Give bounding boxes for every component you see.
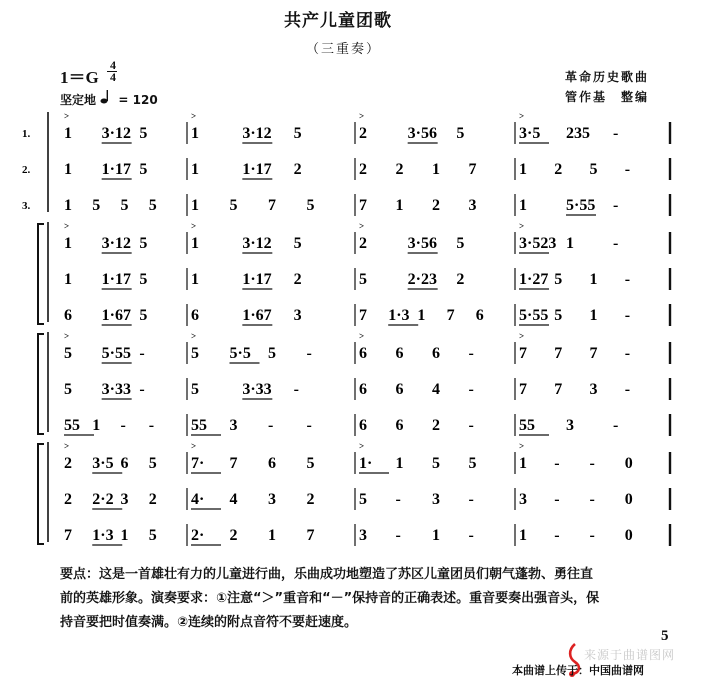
note: 5 [139,307,148,324]
note: - [624,345,631,362]
note: 2 [395,161,404,178]
note: 3·56 [407,125,438,142]
note: 1 [432,527,440,544]
watermark-text: 来源于曲谱图网 [584,648,676,662]
note: 1 [92,417,101,434]
note: 3·523 [519,235,557,252]
note: 2 [64,491,72,508]
system-bracket [38,224,44,324]
note: 7 [519,345,527,362]
accent-mark: > [519,331,525,341]
note: 2 [293,161,302,178]
note: 6 [359,345,367,362]
note: 3 [359,527,367,544]
page-title: 共产儿童团歌 [284,11,392,31]
note: 1 [64,197,72,214]
note: 1 [120,527,129,544]
note: 55 [191,417,207,434]
accent-mark: > [191,441,197,451]
note: - [468,491,474,508]
note: 2 [64,455,72,472]
note: 5 [92,197,101,214]
note: 3·5 [519,125,541,142]
note: 1 [64,161,72,178]
note: - [468,381,474,398]
page-number: 5 [661,628,669,644]
note: 3 [268,491,276,508]
note: 6 [359,417,367,434]
note: 1 [589,307,598,324]
note: 5 [456,125,465,142]
accent-mark: > [191,221,197,231]
accent-mark: > [359,331,365,341]
note: 0 [624,455,633,472]
note: 5 [293,125,302,142]
note: 3·12 [101,125,132,142]
note: 5 [268,345,276,362]
note: 7 [589,345,598,362]
note: 3 [432,491,440,508]
note: 1·3 [92,527,114,544]
note: - [554,491,560,508]
note: 5 [148,197,157,214]
note: 5 [359,271,367,288]
note: - [468,417,474,434]
accent-mark: > [64,221,70,231]
note: 3 [589,381,598,398]
note: 1 [395,455,404,472]
accent-mark: > [191,111,197,121]
page-subtitle: （三重奏） [306,42,382,57]
note: 1 [395,197,404,214]
note: 6 [120,455,129,472]
note: 7 [64,527,72,544]
accent-mark: > [519,221,525,231]
note: 1 [191,197,199,214]
note: 1·17 [101,271,132,288]
note: - [395,491,401,508]
note: 2 [148,491,157,508]
note: 2·2 [92,491,114,508]
note: 3 [566,417,574,434]
note: 6 [475,307,484,324]
note: - [139,345,145,362]
note: 7 [359,197,367,214]
note: 7 [519,381,527,398]
note: - [624,307,631,324]
note: 6 [432,345,440,362]
note: - [268,417,274,434]
accent-mark: > [519,441,525,451]
note: 7 [554,381,563,398]
note: - [468,527,474,544]
note: 5 [139,235,148,252]
note: - [120,417,126,434]
note: - [624,381,631,398]
note: 1 [191,235,199,252]
performance-notes [60,563,599,635]
note: 1 [519,455,527,472]
note: 5 [456,235,465,252]
note: 5 [139,125,148,142]
note: 6 [268,455,276,472]
note: 5 [589,161,598,178]
note: - [306,345,312,362]
note: 5·5 [229,345,251,362]
note: 3·12 [101,235,132,252]
genre-label: 革命历史歌曲 [565,70,650,84]
note: 3·5 [92,455,114,472]
note: 1 [64,235,72,252]
note: 1 [519,197,527,214]
arranger-credit: 管作基 整编 [565,90,650,104]
accent-mark: > [359,111,365,121]
note: 5 [148,455,157,472]
note: 5 [432,455,440,472]
note: - [624,161,631,178]
system-bracket [38,444,44,544]
note: 5·55 [519,307,549,324]
note: - [589,455,595,472]
note: 5 [359,491,367,508]
part-label: 3. [22,200,31,212]
note: 5 [139,161,148,178]
key-signature: 1＝G [60,68,99,87]
note: 2·23 [407,271,438,288]
note: 5·55 [101,345,132,362]
note: 2 [306,491,315,508]
note: 5·55 [566,197,596,214]
note: - [624,271,631,288]
note: 2 [359,161,367,178]
note: 0 [624,491,633,508]
accent-mark: > [359,221,365,231]
note: 55 [519,417,535,434]
note: 7 [229,455,238,472]
note: 2 [432,417,440,434]
note: 3 [120,491,129,508]
note: 3·12 [242,125,272,142]
note: 0 [624,527,633,544]
note: 5 [229,197,238,214]
note: 5 [468,455,477,472]
note: 6 [191,307,199,324]
note: 2 [293,271,302,288]
note: 4· [191,491,205,508]
note: 1 [432,161,440,178]
note: - [613,197,619,214]
note: 1· [359,455,373,472]
note: 5 [139,271,148,288]
note: 1·17 [242,161,272,178]
note: 7 [359,307,367,324]
note: 1 [191,161,199,178]
footer-upload-note: 本曲谱上传于：中国曲谱网 [512,664,644,677]
note: 235 [566,125,590,142]
note: 55 [64,417,80,434]
note: 2 [432,197,440,214]
note: 7 [468,161,477,178]
notes-line-1: 要点：这是一首雄壮有力的儿童进行曲，乐曲成功地塑造了苏区儿童团员们朝气蓬勃、勇往直 [60,567,594,582]
note: 4 [432,381,440,398]
note: 5 [191,345,199,362]
note: 2 [359,235,367,252]
note: 5 [306,455,315,472]
note: 4 [229,491,238,508]
accent-mark: > [359,441,365,451]
note: 5 [64,345,72,362]
note: 6 [395,417,404,434]
accent-mark: > [191,331,197,341]
note: 1·67 [101,307,132,324]
note: 5 [191,381,199,398]
note: 7· [191,455,205,472]
note: - [468,345,474,362]
note: - [139,381,145,398]
note: 2· [191,527,205,544]
note: 6 [359,381,367,398]
note: 1·3 [388,307,410,324]
note: 2 [554,161,563,178]
note: 7 [268,197,276,214]
note: 5 [554,307,563,324]
note: 2 [359,125,367,142]
note: 7 [306,527,315,544]
note: 6 [64,307,72,324]
note: 1 [417,307,426,324]
time-signature-numerator: 4 [110,58,116,72]
note: 6 [395,345,404,362]
note: 3·56 [407,235,438,252]
note: 5 [64,381,72,398]
note: - [554,527,560,544]
note: 1·17 [101,161,132,178]
note: 5 [306,197,315,214]
note: - [554,455,560,472]
note: - [306,417,312,434]
notes-line-3: 持音要把时值奏满。②连续的附点音符不要赶速度。 [60,615,358,630]
part-label: 2. [22,164,31,176]
note: 1 [589,271,598,288]
note: - [293,381,299,398]
accent-mark: > [64,111,70,121]
score-layer [22,111,670,546]
note: - [589,527,595,544]
time-signature-denominator: 4 [110,70,116,84]
note: 1 [268,527,276,544]
accent-mark: > [64,441,70,451]
part-label: 1. [22,128,31,140]
note: - [148,417,155,434]
tempo-text: 坚定地 [60,93,97,107]
note: 3·33 [242,381,272,398]
note: 3·33 [101,381,132,398]
note: 1·17 [242,271,272,288]
note: 7 [554,345,563,362]
note: 2 [456,271,465,288]
note: 3 [519,491,527,508]
accent-mark: > [519,111,525,121]
note: 1 [191,125,199,142]
accent-mark: > [64,331,70,341]
note: 3·12 [242,235,272,252]
note: - [613,125,619,142]
note: - [613,235,619,252]
tempo-value: = 120 [118,93,158,107]
note: 5 [554,271,563,288]
note: 5 [148,527,157,544]
note: 1 [566,235,574,252]
note: 3 [229,417,238,434]
note: 3 [293,307,302,324]
note: 2 [229,527,238,544]
note: 1 [64,125,72,142]
note: - [613,417,619,434]
note: 1 [519,161,527,178]
note: 1 [191,271,199,288]
note: 6 [395,381,404,398]
note: 3 [468,197,477,214]
note: 5 [293,235,302,252]
note: - [589,491,595,508]
note: 7 [446,307,455,324]
note: 5 [120,197,129,214]
system-bracket [38,334,44,434]
note: 1·27 [519,271,549,288]
note: 1 [519,527,527,544]
note: 1·67 [242,307,272,324]
note: 1 [64,271,72,288]
note: - [395,527,401,544]
notes-line-2: 前的英雄形象。演奏要求：①注意“＞”重音和“－”保持音的正确表述。重音要奏出强音头，保 [60,591,600,606]
